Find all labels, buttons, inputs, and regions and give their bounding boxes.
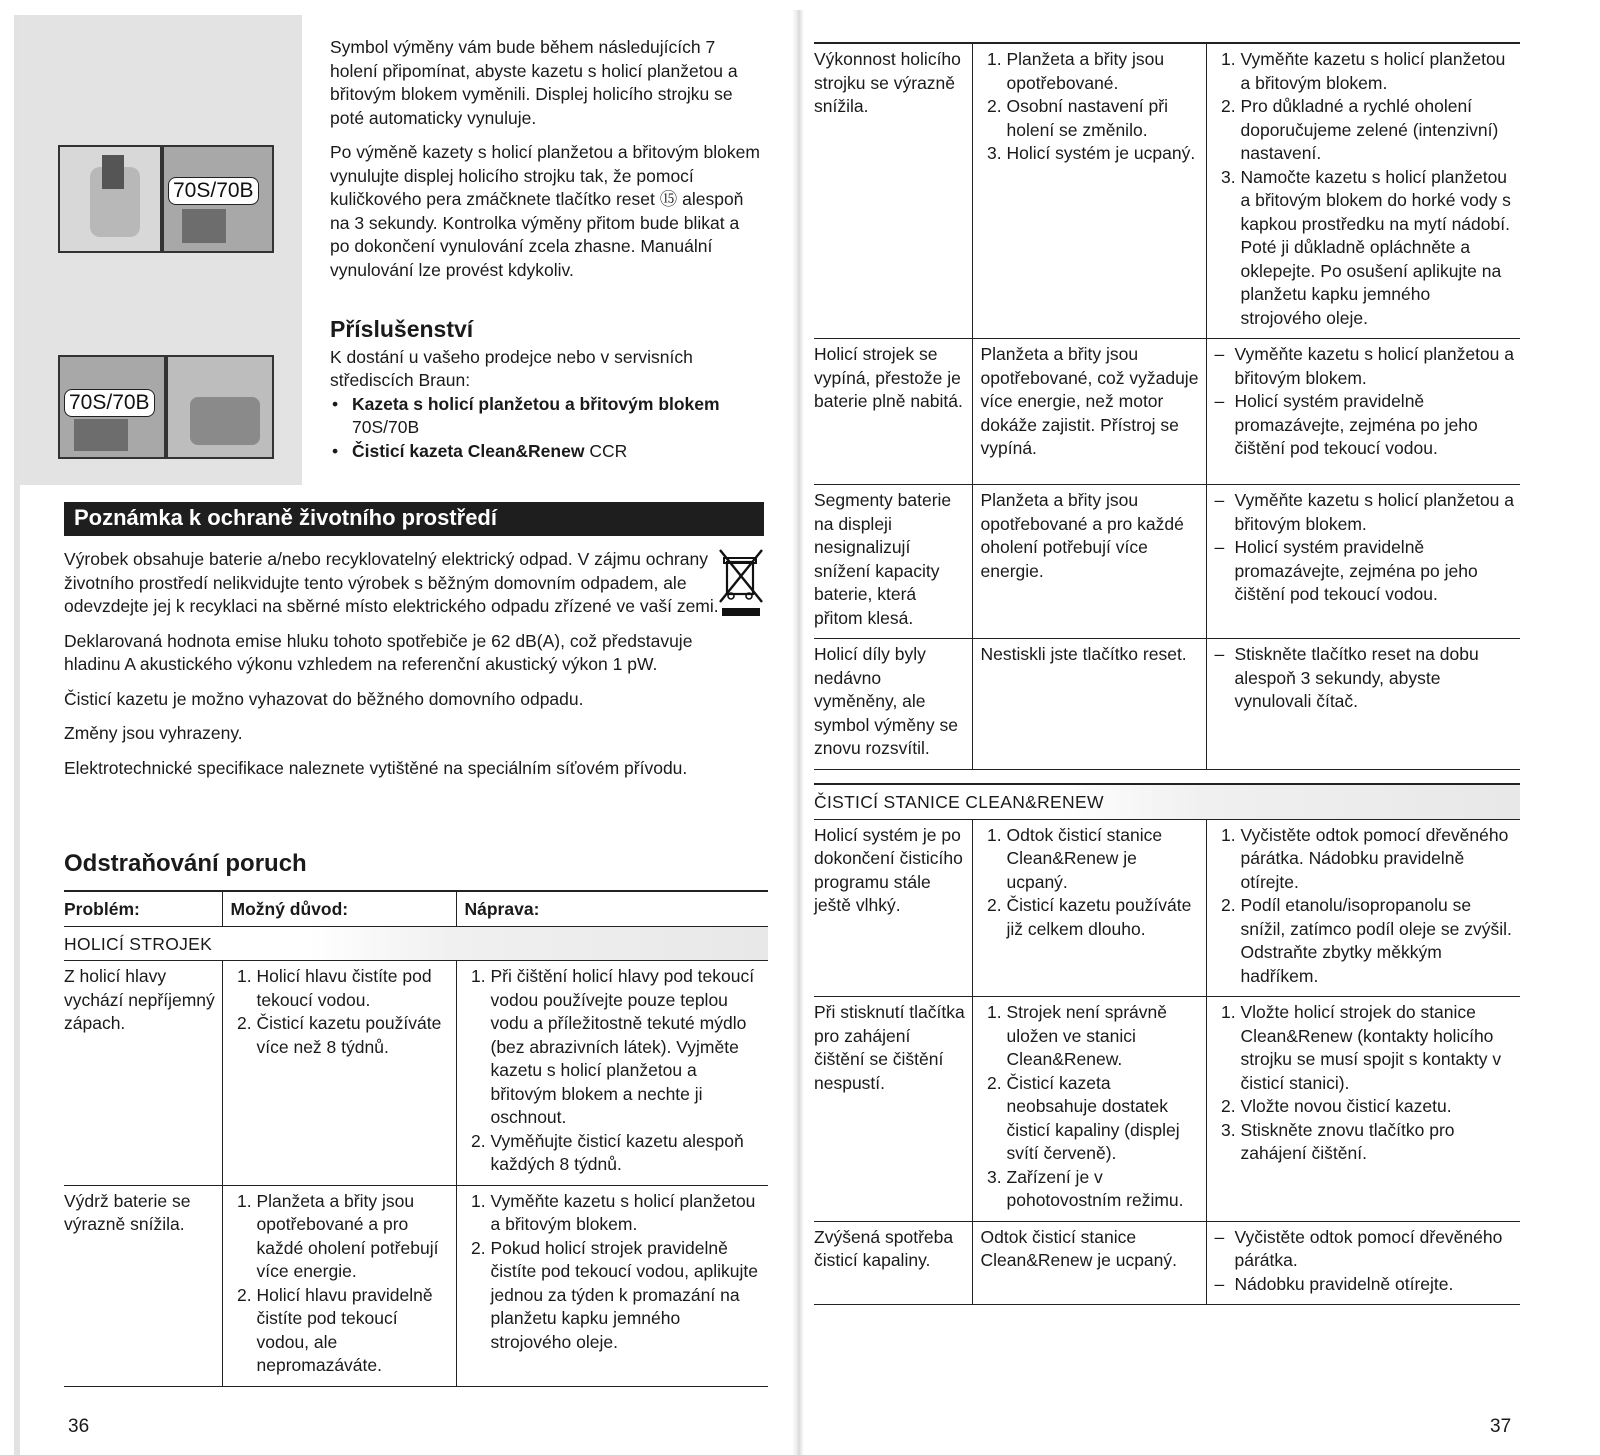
cause-cell: Planžeta a břity jsou opotřebované a pro každé oholení potřebují více energie. (972, 485, 1206, 639)
table-row (814, 819, 1520, 997)
cause-cell: Planžeta a břity jsou opotřebované, což vyžaduje více energie, než motor dokáže zajistit. Přístroj se vypíná. (972, 339, 1206, 485)
changes-paragraph: Změny jsou vyhrazeny. (64, 723, 243, 743)
problem-cell: Holicí strojek se vypíná, přestože je baterie plně nabitá. (814, 339, 972, 485)
remedy-cell: 1. Vyčistěte odtok pomocí dřevěného párátka. Nádobku pravidelně otírejte. 2. Podíl etanolu/isopropanolu se snížil, zatímco podíl oleje se zvýšil. Odstraňte zbytky měkkým hadříkem. (1206, 819, 1520, 997)
accessories-intro: K dostání u vašeho prodejce nebo v servisních střediscích Braun: (330, 346, 693, 390)
cassette-label-1: 70S/70B (168, 177, 259, 205)
category-row (64, 926, 768, 961)
page-37 (800, 0, 1600, 1455)
reset-instructions (330, 36, 760, 293)
clean-renew-table (814, 783, 1520, 1305)
environment-paragraph: Výrobek obsahuje baterie a/nebo recyklovatelný elektrický odpad. V zájmu ochrany životního prostředí nelikvidujte tento výrobek s běžným domovním odpadem, ale odevzdejte jej k recyklaci na sběrné místo elektrického odpadu zřízené ve vaší zemi. (64, 549, 719, 616)
category-clean-renew: ČISTICÍ STANICE CLEAN&RENEW (814, 784, 1520, 819)
remedy-cell: – Vyměňte kazetu s holicí planžetou a břitovým blokem. – Holicí systém pravidelně promazávejte, zejména po jeho čištění pod tekoucí vodou. (1206, 339, 1520, 485)
troubleshooting-table-left (64, 890, 768, 1387)
accessories-heading: Příslušenství (330, 316, 474, 342)
intro-paragraph-1: Symbol výměny vám bude během následujících 7 holení připomínat, abyste kazetu s holicí planžetou a břitovým blokem vyměnili. Displej holicího strojku se poté automaticky vynuluje. (330, 37, 738, 128)
cause-cell: 1. Strojek není správně uložen ve stanici Clean&Renew. 2. Čisticí kazeta neobsahuje dostatek čisticí kapaliny (displej svítí červeně). 3. Zařízení je v pohotovostním režimu. (972, 997, 1206, 1222)
column-header-remedy: Náprava: (456, 891, 768, 926)
table-row (814, 339, 1520, 485)
table-row (64, 1185, 768, 1386)
problem-cell: Při stisknutí tlačítka pro zahájení čištění se čištění nespustí. (814, 997, 972, 1222)
troubleshooting-table-right (814, 42, 1520, 770)
environment-text (64, 548, 768, 791)
accessory-item: • Čisticí kazeta Clean&Renew CCR (352, 440, 760, 464)
remedy-cell: – Vyměňte kazetu s holicí planžetou a břitovým blokem. – Holicí systém pravidelně promazávejte, zejména po jeho čištění pod tekoucí vodou. (1206, 485, 1520, 639)
accessory-item: • Kazeta s holicí planžetou a břitovým blokem 70S/70B (352, 393, 760, 440)
intro-paragraph-2: Po výměně kazety s holicí planžetou a břitovým blokem vynulujte displej holicího strojku tak, že pomocí kuličkového pera zmáčknete tlačítko reset ⑮ alespoň na 3 sekundy. Kontrolka výměny přitom bude blikat a po dokončení vynulování zcela zhasne. Manuální vynulování lze provést kdykoliv. (330, 142, 760, 280)
cassette-photo-2 (58, 355, 166, 459)
problem-cell: Výdrž baterie se výrazně snížila. (64, 1185, 222, 1386)
remedy-cell: 1. Při čištění holicí hlavy pod tekoucí vodou používejte pouze teplou vodu a příležitostně tekuté mýdlo (bez abrazivních látek). Vyjměte kazetu s holicí planžetou a břitovým blokem a nechte ji oschnout. 2. Vyměňujte čisticí kazetu alespoň každých 8 týdnů. (456, 961, 768, 1186)
cassette-photo-1 (162, 145, 274, 253)
table-row (814, 485, 1520, 639)
cause-cell: Nestiskli jste tlačítko reset. (972, 639, 1206, 770)
cause-cell: 1. Odtok čisticí stanice Clean&Renew je ucpaný. 2. Čisticí kazetu používáte již celkem dlouho. (972, 819, 1206, 997)
problem-cell: Holicí systém je po dokončení čisticího programu stále ještě vlhký. (814, 824, 963, 915)
shaver-display-photo (58, 145, 162, 253)
page-number-right: 37 (1490, 1416, 1512, 1437)
accessories-list (330, 393, 760, 464)
cause-cell: Odtok čisticí stanice Clean&Renew je ucpaný. (972, 1221, 1206, 1305)
remedy-cell: 1. Vložte holicí strojek do stanice Clean&Renew (kontakty holicího strojku se musí spojit s kontakty v čisticí stanici). 2. Vložte novou čisticí kazetu. 3. Stiskněte znovu tlačítko pro zahájení čištění. (1206, 997, 1520, 1222)
page-number-left: 36 (68, 1416, 90, 1437)
cause-cell: 1. Planžeta a břity jsou opotřebované. 2. Osobní nastavení při holení se změnilo. 3. Holicí systém je ucpaný. (972, 43, 1206, 339)
category-shaver: HOLICÍ STROJEK (64, 926, 768, 961)
table-row (814, 43, 1520, 339)
table-row (64, 961, 768, 1186)
accessories-section (330, 318, 760, 463)
problem-cell: Výkonnost holicího strojku se výrazně snížila. (814, 49, 961, 116)
troubleshooting-heading: Odstraňování poruch (64, 850, 307, 877)
noise-paragraph: Deklarovaná hodnota emise hluku tohoto spotřebiče je 62 dB(A), což představuje hladinu A akustického výkonu vzhledem na referenční akustický výkon 1 pW. (64, 630, 693, 674)
clean-renew-cartridge-photo (166, 355, 274, 459)
table-row (814, 997, 1520, 1222)
table-row (814, 1221, 1520, 1305)
table-row (814, 639, 1520, 770)
remedy-cell: – Stiskněte tlačítko reset na dobu alespoň 3 sekundy, abyste vynulovali čítač. (1206, 639, 1520, 770)
column-header-cause: Možný důvod: (222, 891, 456, 926)
column-header-problem: Problém: (64, 891, 222, 926)
remedy-cell: 1. Vyměňte kazetu s holicí planžetou a břitovým blokem. 2. Pokud holicí strojek pravidelně čistíte pod tekoucí vodou, aplikujte jednou za týden k promazání na planžetu kapku jemného strojového oleje. (456, 1185, 768, 1386)
cause-cell: 1. Planžeta a břity jsou opotřebované a pro každé oholení potřebují více energie. 2. Holicí hlavu pravidelně čistíte pod tekoucí vodou, ale nepromazáváte. (222, 1185, 456, 1386)
problem-cell: Segmenty baterie na displeji nesignalizují snížení kapacity baterie, která přitom klesá. (814, 485, 972, 639)
problem-cell: Z holicí hlavy vychází nepříjemný zápach. (64, 966, 215, 1033)
disposal-paragraph: Čisticí kazetu je možno vyhazovat do běžného domovního odpadu. (64, 688, 584, 709)
category-row (814, 784, 1520, 819)
specs-paragraph: Elektrotechnické specifikace naleznete vytištěné na speciálním síťovém přívodu. (64, 757, 688, 778)
environment-heading: Poznámka k ochraně životního prostředí (64, 502, 764, 536)
problem-cell: Holicí díly byly nedávno vyměněny, ale symbol výměny se znovu rozsvítil. (814, 639, 972, 770)
remedy-cell: – Vyčistěte odtok pomocí dřevěného párátka. – Nádobku pravidelně otírejte. (1206, 1221, 1520, 1305)
cause-cell: 1. Holicí hlavu čistíte pod tekoucí vodou. 2. Čisticí kazetu používáte více než 8 týdnů. (222, 961, 456, 1186)
table-header-row (64, 891, 768, 926)
remedy-cell: 1. Vyměňte kazetu s holicí planžetou a břitovým blokem. 2. Pro důkladné a rychlé oholení doporučujeme zelené (intenzivní) nastavení. 3. Namočte kazetu s holicí planžetou a břitovým blokem do horké vody s kapkou prostředku na mytí nádobí. Poté ji důkladně opláchněte a oklepejte. Po osušení aplikujte na planžetu kapku jemného strojového oleje. (1206, 43, 1520, 339)
cassette-label-2: 70S/70B (64, 389, 155, 417)
problem-cell: Zvýšená spotřeba čisticí kapaliny. (814, 1221, 972, 1305)
